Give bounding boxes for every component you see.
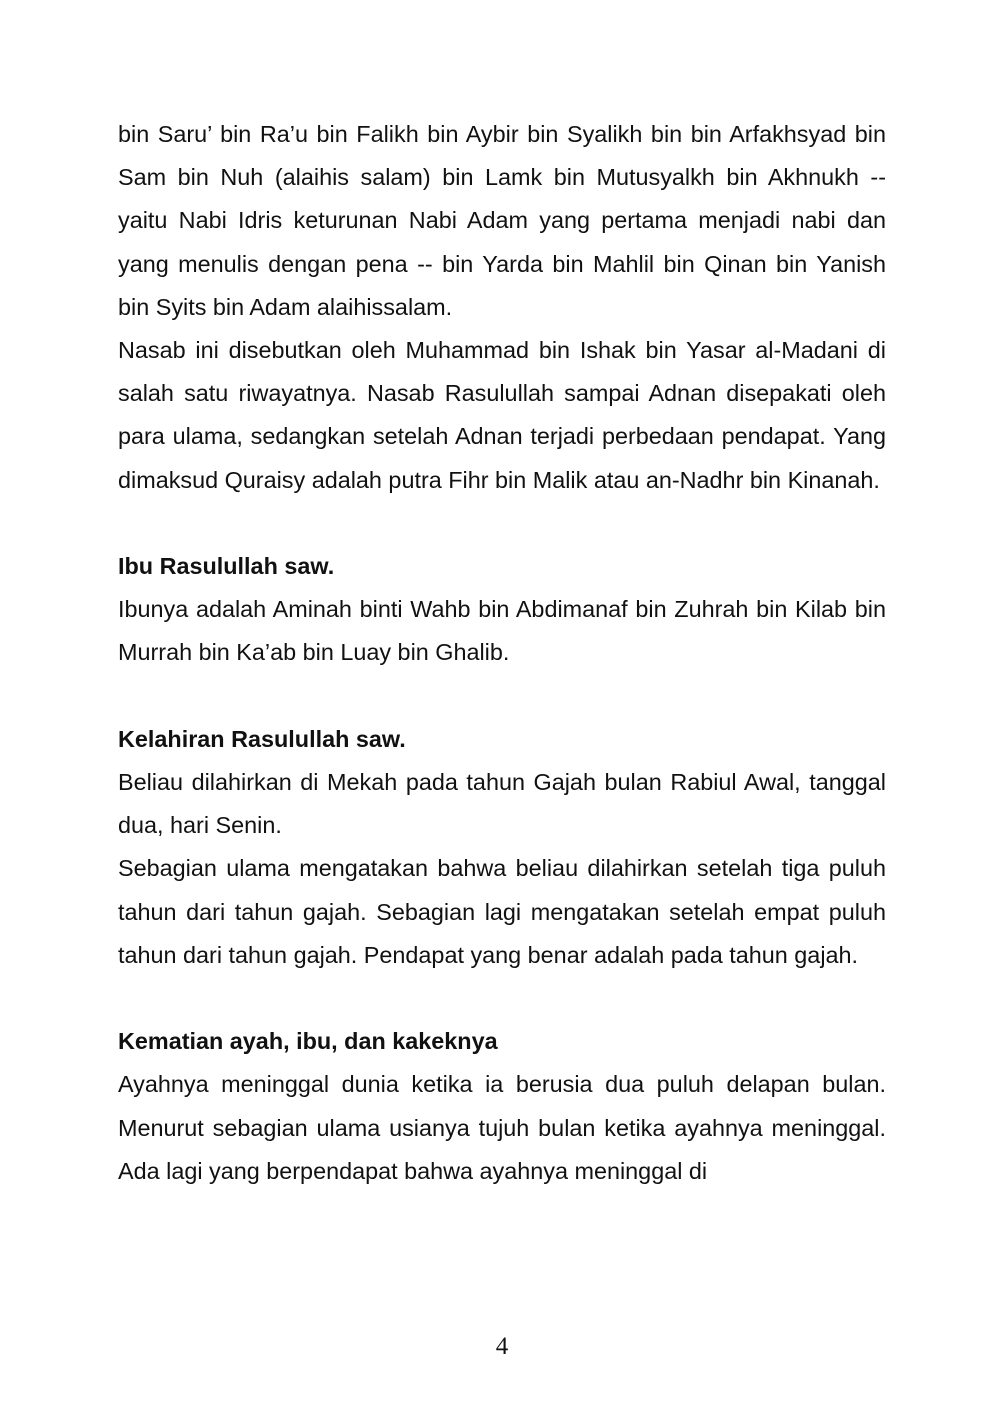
section-gap: [118, 977, 886, 1020]
heading-kelahiran: Kelahiran Rasulullah saw.: [118, 725, 406, 752]
paragraph-ibu: Ibunya adalah Aminah binti Wahb bin Abdimanaf bin Zuhrah bin Kilab bin Murrah bin Ka’ab bin Luay bin Ghalib.: [118, 596, 886, 666]
section-gap: [118, 502, 886, 545]
paragraph-kematian: Ayahnya meninggal dunia ketika ia berusia dua puluh delapan bulan. Menurut sebagian ulama usianya tujuh bulan ketika ayahnya meninggal. Ada lagi yang berpendapat bahwa ayahnya meninggal di: [118, 1071, 886, 1184]
section-gap: [118, 675, 886, 718]
heading-kematian: Kematian ayah, ibu, dan kakeknya: [118, 1028, 498, 1055]
paragraph-kelahiran-2: Sebagian ulama mengatakan bahwa beliau dilahirkan setelah tiga puluh tahun dari tahun gajah. Sebagian lagi mengatakan setelah empat puluh tahun dari tahun gajah. Pendapat yang benar adalah pada tahun gajah.: [118, 855, 886, 968]
paragraph-kelahiran-1: Beliau dilahirkan di Mekah pada tahun Gajah bulan Rabiul Awal, tanggal dua, hari Senin.: [118, 769, 886, 839]
paragraph-lineage: bin Saru’ bin Ra’u bin Falikh bin Aybir bin Syalikh bin bin Arfakhsyad bin Sam bin Nuh (alaihis salam) bin Lamk bin Mutusyalkh bin Akhnukh -- yaitu Nabi Idris keturunan Nabi Adam yang pertama menjadi nabi dan yang menulis dengan pena -- bin Yarda bin Mahlil bin Qinan bin Yanish bin Syits bin Adam alaihissalam.: [118, 121, 886, 320]
page-number: 4: [495, 1333, 509, 1360]
paragraph-nasab: Nasab ini disebutkan oleh Muhammad bin Ishak bin Yasar al-Madani di salah satu riwayatnya. Nasab Rasulullah sampai Adnan disepakati oleh para ulama, sedangkan setelah Adnan terjadi perbedaan pendapat. Yang dimaksud Quraisy adalah putra Fihr bin Malik atau an-Nadhr bin Kinanah.: [118, 337, 886, 493]
page-body: [118, 113, 886, 1193]
heading-ibu-rasulullah: Ibu Rasulullah saw.: [118, 553, 335, 580]
